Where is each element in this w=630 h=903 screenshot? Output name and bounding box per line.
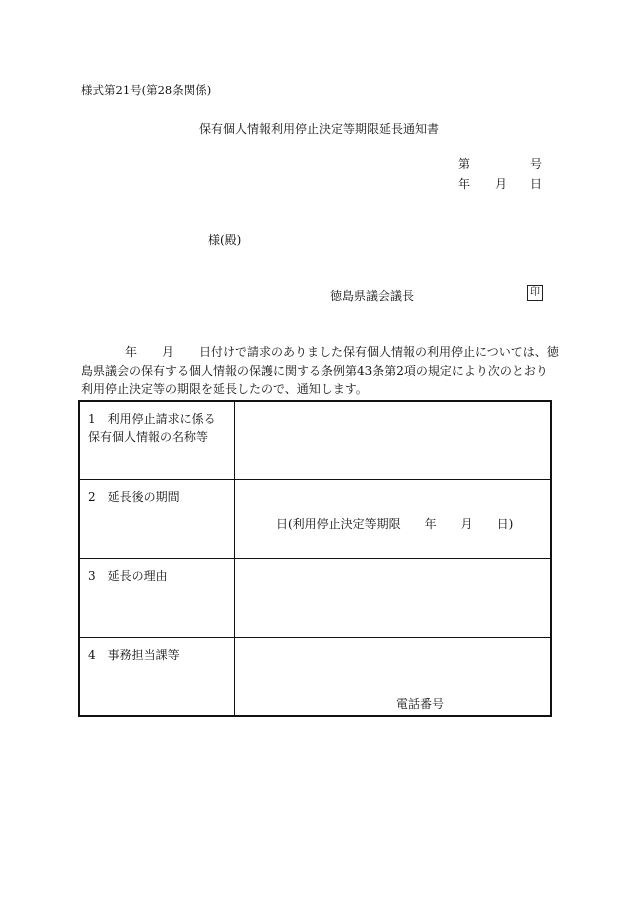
table-row [79,401,551,480]
seal-mark: 印 [527,285,543,301]
form-number: 様式第21号(第28条関係) [81,83,212,97]
body-line1: 日付けで請求のありました保有個人情報の利用停止については、徳 [199,345,559,359]
row3-value-cell [235,559,552,638]
row2-value: 日(利用停止決定等期限 年 月 日) [276,517,514,532]
body-year: 年 [125,345,138,359]
row1-label-line1: 1 利用停止請求に係る [88,412,216,426]
row2-label: 2 延長後の期間 [88,490,180,505]
row1-value-cell [235,401,552,480]
date-day: 日 [530,177,543,191]
date-month: 月 [495,177,508,191]
addressee: 様(殿) [208,233,242,247]
row2-value-cell [235,480,552,559]
table-row [79,637,551,716]
number-suffix: 号 [530,157,543,171]
body-line3: 利用停止決定等の期限を延長したので、通知します。 [81,382,368,396]
row2-label-cell [79,480,235,559]
row4-label-cell [79,637,235,716]
date-year: 年 [458,177,471,191]
row1-label-line2: 保有個人情報の名称等 [88,430,209,444]
body-line2: 島県議会の保有する個人情報の保護に関する条例第43条第2項の規定により次のとおり [81,364,548,378]
document-title: 保有個人情報利用停止決定等期限延長通知書 [199,122,440,136]
table-row [79,559,551,638]
row4-value-cell [235,637,552,716]
table-row [79,480,551,559]
phone-label: 電話番号 [396,696,445,711]
row3-label-cell [79,559,235,638]
row1-label-cell [79,401,235,480]
row3-label: 3 延長の理由 [88,569,168,583]
sender: 徳島県議会議長 [330,289,415,303]
number-prefix: 第 [458,157,471,171]
row4-label: 4 事務担当課等 [88,647,180,662]
body-month: 月 [162,345,175,359]
detail-table [78,400,552,717]
